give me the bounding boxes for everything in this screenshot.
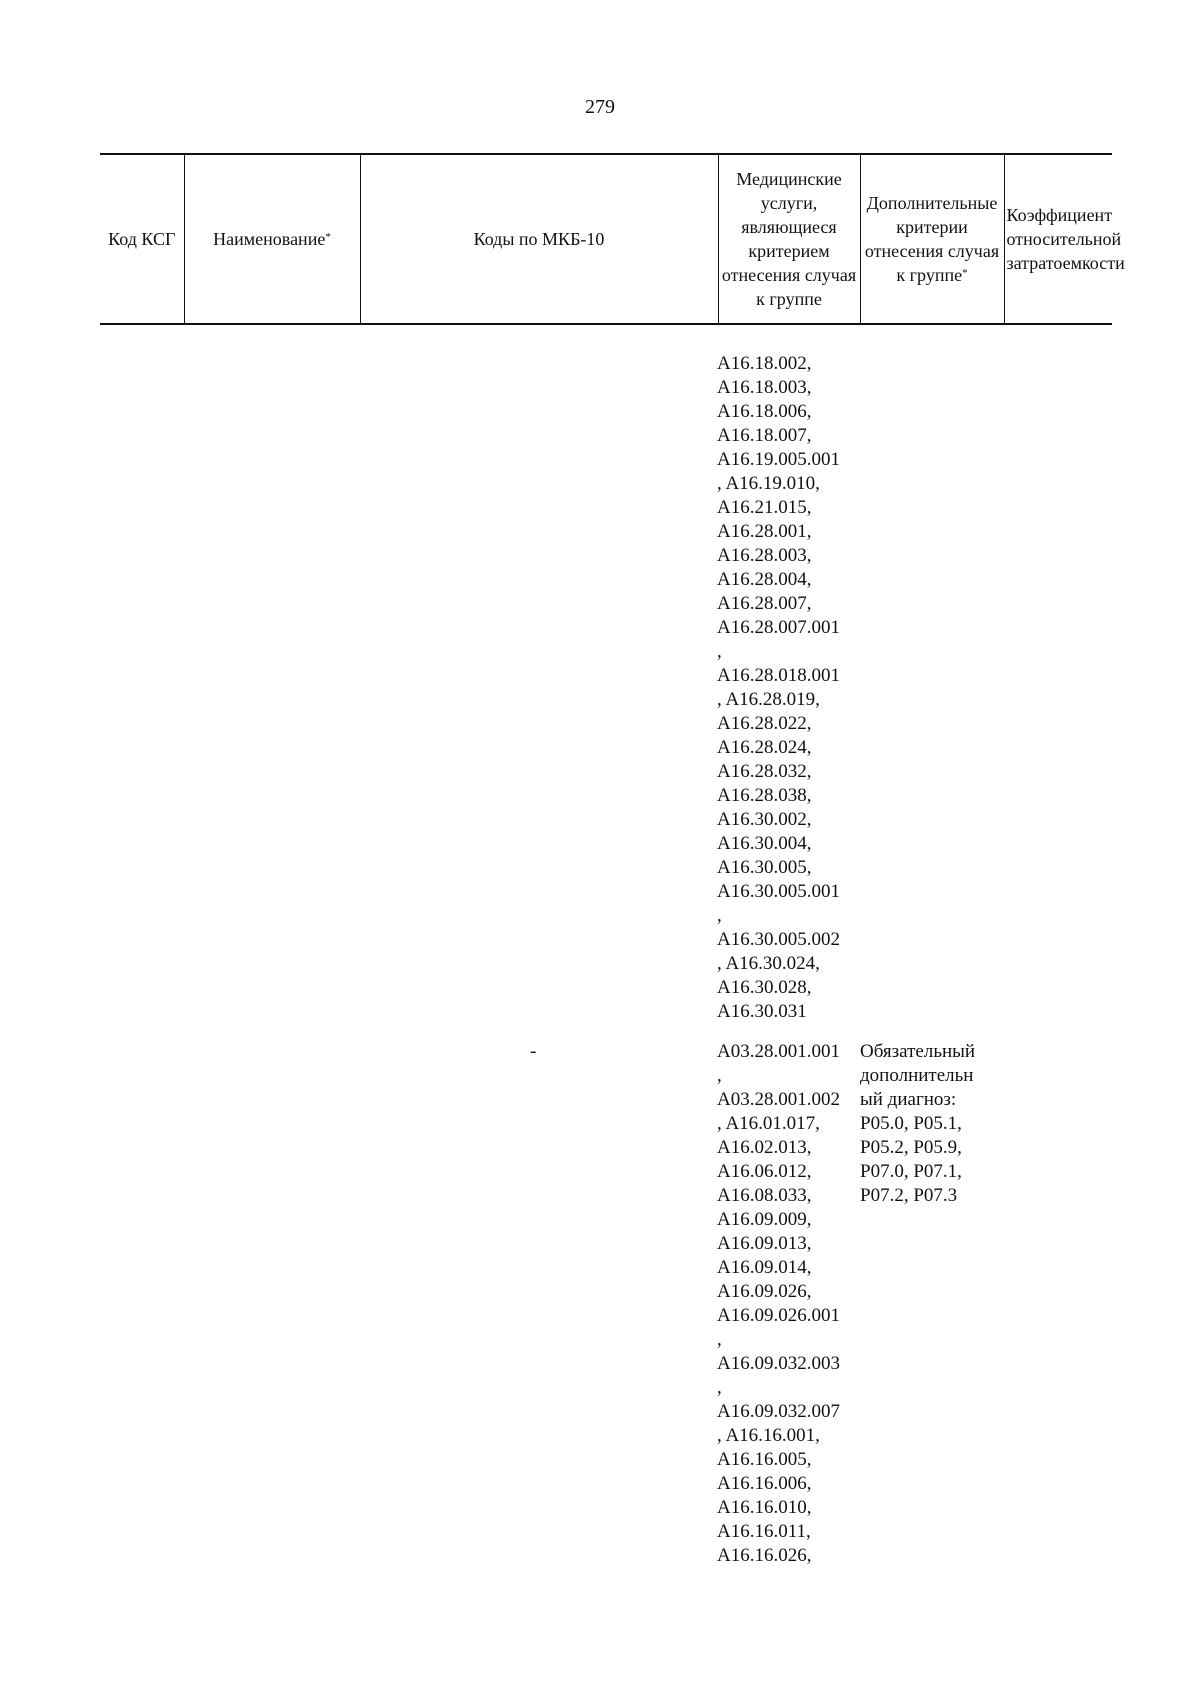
services-list-1: A16.18.002, A16.18.003, A16.18.006, A16.18.007, A16.19.005.001 , A16.19.010, A16.21.015, A16.28.001, A16.28.003, A16.28.004, A16.28.007, A16.28.007.001 , A16.28.018.001 , A16.28.019, A16.28.022, A16.28.024, A16.28.032, A16.28.038, A16.30.002, A16.30.004, A16.30.005, A16.30.005.001 , A16.30.005.002 , A16.30.024, A16.30.028, A16.30.031 (717, 353, 840, 1022)
additional-criteria: Обязательный дополнительн ый диагноз: P05.0, P05.1, P05.2, P05.9, P07.0, P07.1, P07.2, P07.3 (860, 1041, 976, 1206)
header-mkb-codes: Коды по МКБ-10 (360, 154, 718, 324)
header-name: Наименование* (184, 154, 360, 324)
header-ksg-code: Код КСГ (100, 154, 184, 324)
services-list-2: A03.28.001.001 , A03.28.001.002 , A16.01.017, A16.02.013, A16.06.012, A16.08.033, A16.09.009, A16.09.013, A16.09.014, A16.09.026, A16.09.026.001 , A16.09.032.003 , A16.09.032.007 , A16.16.001, A16.16.005, A16.16.006, A16.16.010, A16.16.011, A16.16.026, (717, 1041, 840, 1566)
header-coefficient: Коэффициент относительной затратоемкости (1004, 154, 1112, 324)
mkb-codes-cell: - (530, 1041, 537, 1062)
header-services: Медицинские услуги, являющиеся критерием отнесения случая к группе (718, 154, 860, 324)
table-header (100, 153, 1125, 325)
page-number: 279 (585, 96, 615, 118)
header-criteria: Дополнительные критерии отнесения случая к группе* (860, 154, 1004, 324)
